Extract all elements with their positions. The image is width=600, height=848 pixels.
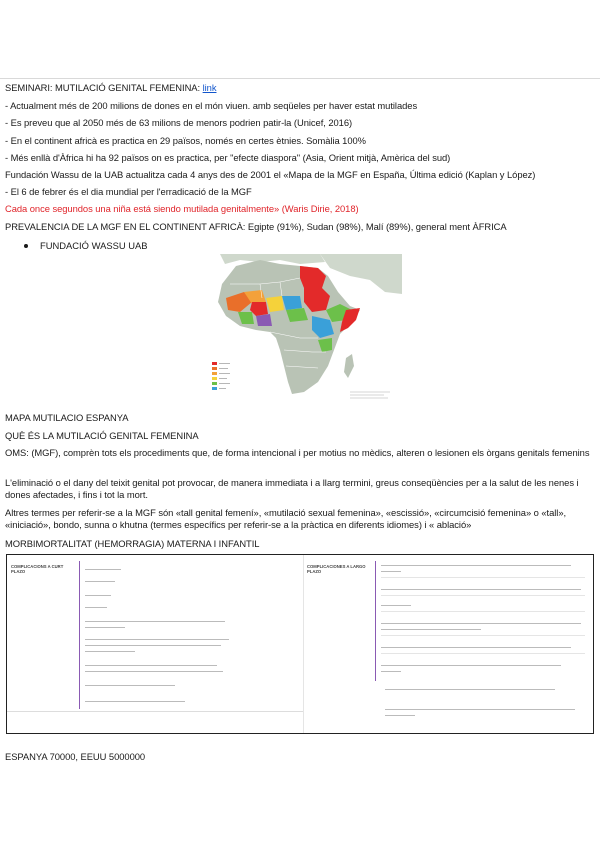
morbidity-heading: MORBIMORTALITAT (HEMORRAGIA) MATERNA I INFANTIL bbox=[5, 538, 260, 549]
definition-heading: QUÈ ÉS LA MUTILACIÓ GENITAL FEMENINA bbox=[5, 430, 199, 441]
top-divider bbox=[0, 78, 600, 79]
spain-map-heading: MAPA MUTILACIO ESPANYA bbox=[5, 412, 129, 423]
fact-line-4: - Més enllà d'Àfrica hi ha 92 països on es practica, per "efecte diaspora" (Asia, Orient mitjà, Amèrica del sud) bbox=[5, 152, 451, 163]
statistics-line: ESPANYA 70000, EEUU 5000000 bbox=[5, 751, 146, 762]
fact-line-3: - En el continent africà es practica en 29 països, només en certes ètnies. Somàlia 100% bbox=[5, 135, 366, 146]
title-line bbox=[5, 82, 216, 94]
prevalence-line: PREVALENCIA DE LA MGF EN EL CONTINENT AFRICÀ: Egipte (91%), Sudan (98%), Malí (89%), general ment ÀFRICA bbox=[5, 221, 507, 232]
fact-line-1: - Actualment més de 200 milions de dones en el món viuen. amb seqüeles per haver estat mutilades bbox=[5, 100, 418, 111]
short-term-header: COMPLICACIONS A CURT PLAZO bbox=[11, 564, 64, 574]
fact-line-2: - Es preveu que al 2050 més de 63 milions de menors podrien patir-la (Unicef, 2016) bbox=[5, 117, 353, 128]
oms-definition: OMS: (MGF), comprèn tots els procediments que, de forma intencional i per motius no mèdics, alteren o lesionen els òrgans genitals femenins bbox=[5, 447, 590, 458]
bullet-text: FUNDACIÓ WASSU UAB bbox=[40, 240, 148, 251]
africa-map-svg bbox=[200, 254, 402, 404]
long-term-bar bbox=[375, 561, 376, 681]
title-text: SEMINARI: MUTILACIÓ GENITAL FEMENINA: bbox=[5, 82, 203, 93]
bullet-item bbox=[24, 240, 147, 252]
fact-line-6: - El 6 de febrer és el dia mundial per l'erradicació de la MGF bbox=[5, 186, 252, 197]
fact-line-5: Fundación Wassu de la UAB actualitza cada 4 anys des de 2001 el «Mapa de la MGF en España, Última edició (Kaplan y López) bbox=[5, 169, 536, 180]
consequences-paragraph: L'eliminació o el dany del teixit genital pot provocar, de manera immediata i a llarg termini, greus conseqüències per a la salut de les nenes i dones afectades, i fins i tot la mort. bbox=[5, 477, 579, 500]
long-term-header: COMPLICACIONES A LARGO PLAZO bbox=[307, 564, 366, 574]
africa-map bbox=[200, 254, 402, 404]
terms-paragraph: Altres termes per referir-se a la MGF són «tall genital femení», «mutilació sexual femenina», «escissió», «circumcisió femenina» o «tall», «iniciació», bondo, sunna o khutna (termes específics per referir-se a la pràctica en diferents idiomes) i « ablació» bbox=[5, 507, 567, 530]
complications-table bbox=[6, 554, 594, 734]
bullet-dot-icon bbox=[24, 244, 28, 248]
quote-line: Cada once segundos una niña está siendo mutilada genitalmente» (Waris Dirie, 2018) bbox=[5, 203, 359, 214]
title-link[interactable]: link bbox=[202, 82, 217, 93]
short-term-bar bbox=[79, 561, 80, 709]
